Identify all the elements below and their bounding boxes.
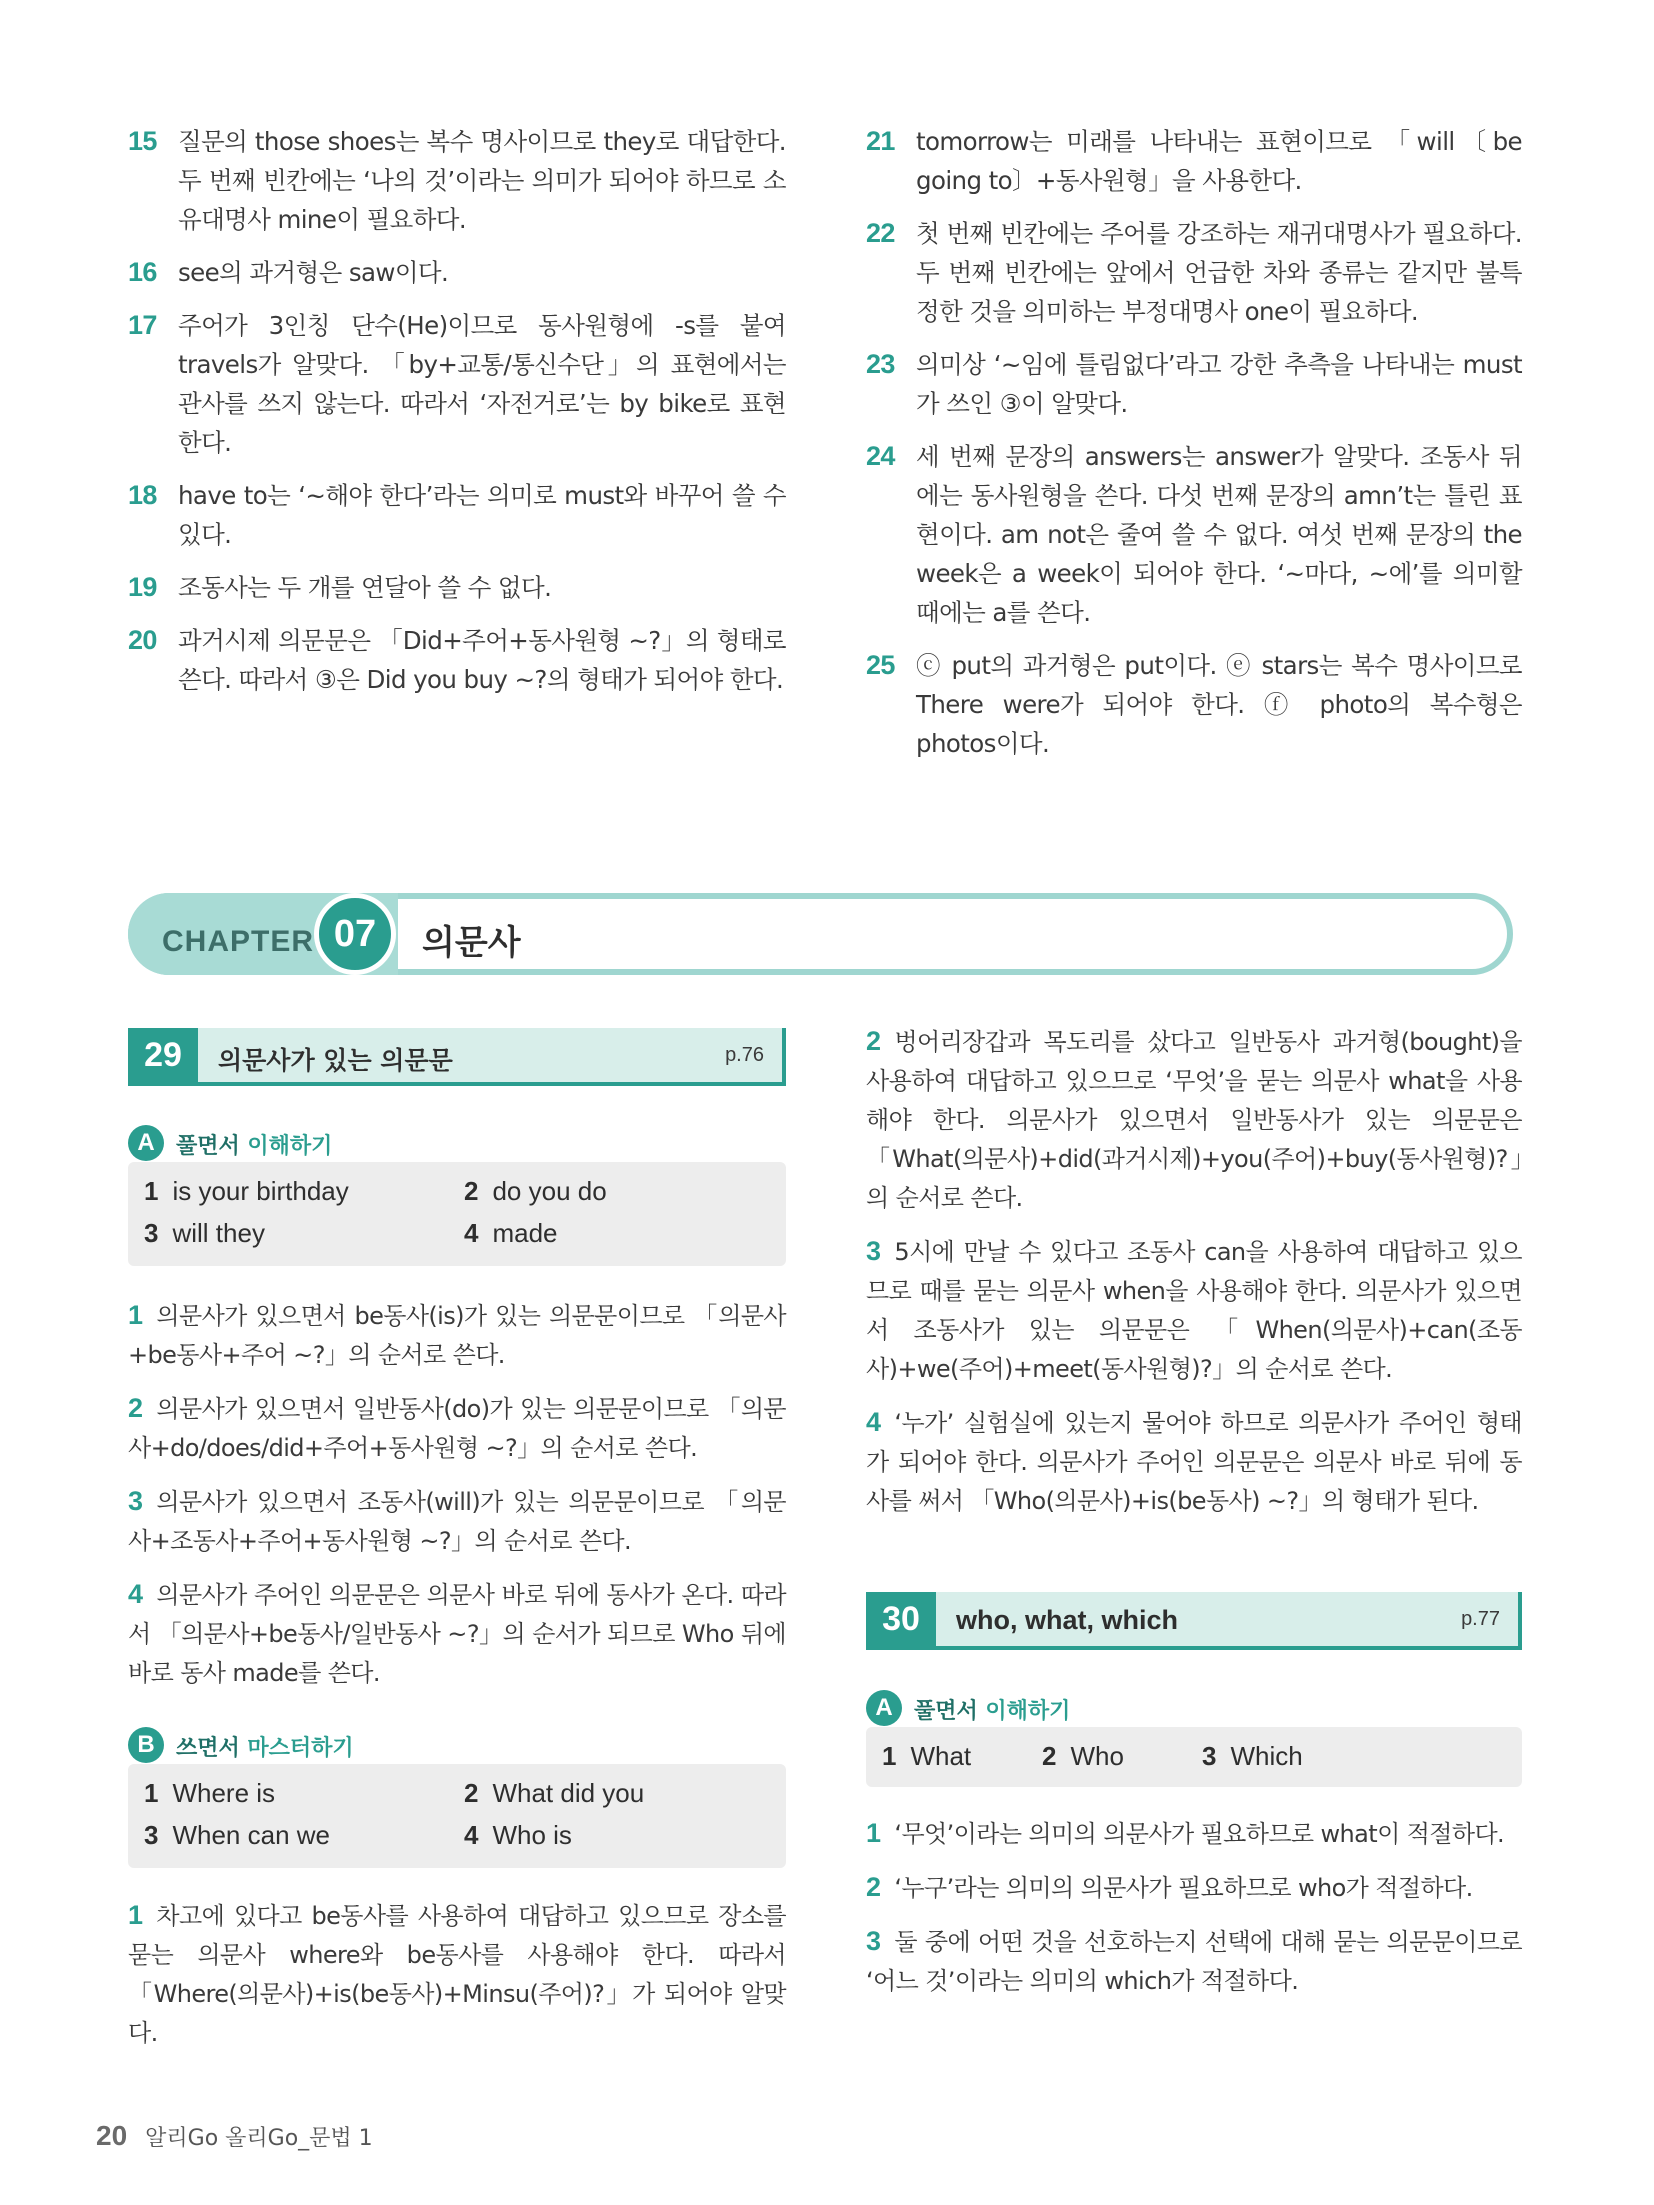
answer-text: made bbox=[492, 1218, 558, 1248]
item-number: 25 bbox=[866, 650, 895, 680]
answer-text: When can we bbox=[172, 1820, 330, 1850]
item-text: 의문사가 있으면서 be동사(is)가 있는 의문문이므로 「의문사+be동사+주어 ~?」의 순서로 쓴다. bbox=[128, 1302, 786, 1369]
item-text: 5시에 만날 수 있다고 조동사 can을 사용하여 대답하고 있으므로 때를 묻는 의문사 when을 사용해야 한다. 의문사가 있으면서 조동사가 있는 의문문은 「When(의문사)+can(조동사)+we(주어)+meet(동사원형)?」의 순서로 쓴다. bbox=[866, 1238, 1522, 1383]
item-text: ‘누구’라는 의미의 의문사가 필요하므로 who가 적절하다. bbox=[894, 1874, 1473, 1902]
answer-number: 2 bbox=[464, 1778, 479, 1808]
answer-item bbox=[144, 1176, 349, 1207]
item-text: 의미상 ‘~임에 틀림없다’라고 강한 추측을 나타내는 must가 쓰인 ③이 알맞다. bbox=[916, 350, 1522, 418]
answer-item bbox=[882, 1741, 971, 1772]
item-text: ‘무엇’이라는 의미의 의문사가 필요하므로 what이 적절하다. bbox=[894, 1820, 1505, 1848]
subsection-a-heading bbox=[866, 1690, 1266, 1726]
subsection-title bbox=[176, 1731, 354, 1762]
answer-item bbox=[144, 1778, 275, 1809]
subsection-title bbox=[914, 1694, 1070, 1725]
section-page-ref: p.76 bbox=[725, 1044, 764, 1066]
explanation-item bbox=[128, 621, 786, 699]
top-left-column bbox=[128, 122, 786, 713]
answer-item bbox=[464, 1820, 572, 1851]
answer-number: 4 bbox=[464, 1820, 479, 1850]
explanation-item bbox=[866, 345, 1522, 423]
answer-text: Which bbox=[1230, 1741, 1303, 1771]
chapter-title: 의문사 bbox=[422, 923, 521, 963]
chapter-banner bbox=[128, 893, 1513, 975]
item-number: 4 bbox=[128, 1579, 143, 1609]
item-number: 1 bbox=[128, 1900, 143, 1930]
answer-text: is your birthday bbox=[172, 1176, 349, 1206]
item-text: 차고에 있다고 be동사를 사용하여 대답하고 있으므로 장소를 묻는 의문사 where와 be동사를 사용해야 한다. 따라서 「Where(의문사)+is(be동사)+Minsu(주어)?」가 되어야 알맞다. bbox=[128, 1902, 786, 2047]
explanation-item bbox=[866, 1232, 1522, 1389]
explanation-item bbox=[128, 122, 786, 239]
item-number: 3 bbox=[866, 1926, 881, 1956]
item-number: 16 bbox=[128, 257, 157, 287]
explanation-item bbox=[866, 646, 1522, 763]
item-number: 1 bbox=[128, 1300, 143, 1330]
subsection-title bbox=[176, 1129, 332, 1160]
item-text: 세 번째 문장의 answers는 answer가 알맞다. 조동사 뒤에는 동사원형을 쓴다. 다섯 번째 문장의 amn’t는 틀린 표현이다. am not은 줄여 쓸 수 없다. 여섯 번째 문장의 the week은 a week이 되어야 한다. ‘~마다, ~에’를 의미할 때에는 a를 쓴다. bbox=[916, 442, 1522, 627]
item-number: 21 bbox=[866, 126, 895, 156]
explanation-item bbox=[866, 122, 1522, 200]
explanation-item bbox=[128, 1575, 786, 1693]
section-number: 29 bbox=[128, 1028, 198, 1082]
explanation-item bbox=[866, 1022, 1522, 1218]
explanation-item bbox=[128, 1389, 786, 1468]
answer-item bbox=[1042, 1741, 1124, 1772]
page-footer bbox=[96, 2120, 373, 2152]
explanation-item bbox=[866, 1814, 1522, 1854]
answer-number: 2 bbox=[1042, 1741, 1057, 1771]
item-text: 조동사는 두 개를 연달아 쓸 수 없다. bbox=[178, 573, 552, 602]
answer-text: Who bbox=[1070, 1741, 1124, 1771]
item-number: 2 bbox=[866, 1026, 881, 1056]
explanation-item bbox=[128, 253, 786, 292]
item-number: 22 bbox=[866, 218, 895, 248]
item-text: 둘 중에 어떤 것을 선호하는지 선택에 대해 묻는 의문문이므로 ‘어느 것’이라는 의미의 which가 적절하다. bbox=[866, 1928, 1522, 1995]
answer-text: Who is bbox=[492, 1820, 572, 1850]
answer-box-30 bbox=[866, 1727, 1522, 1787]
answer-text: do you do bbox=[492, 1176, 607, 1206]
item-text: 벙어리장갑과 목도리를 샀다고 일반동사 과거형(bought)을 사용하여 대답하고 있으므로 ‘무엇’을 묻는 의문사 what을 사용해야 한다. 의문사가 있으면서 일반동사가 있는 의문문은 「What(의문사)+did(과거시제)+you(주어)+buy(동사원형)?」의 순서로 쓴다. bbox=[866, 1028, 1522, 1212]
item-number: 4 bbox=[866, 1407, 881, 1437]
answer-number: 1 bbox=[882, 1741, 897, 1771]
section-30-header bbox=[866, 1592, 1522, 1650]
explanation-item bbox=[866, 214, 1522, 331]
item-number: 3 bbox=[128, 1486, 143, 1516]
item-text: 의문사가 주어인 의문문은 의문사 바로 뒤에 동사가 온다. 따라서 「의문사+be동사/일반동사 ~?」의 순서가 되므로 Who 뒤에 바로 동사 made를 쓴다. bbox=[128, 1581, 786, 1687]
answer-number: 2 bbox=[464, 1176, 479, 1206]
section-29-b-explanations bbox=[128, 1896, 786, 2067]
answer-item bbox=[464, 1778, 644, 1809]
item-number: 3 bbox=[866, 1236, 881, 1266]
item-text: have to는 ‘~해야 한다’라는 의미로 must와 바꾸어 쓸 수 있다. bbox=[178, 481, 786, 549]
subsection-a-heading bbox=[128, 1125, 528, 1161]
answer-item bbox=[1202, 1741, 1303, 1772]
answer-text: What did you bbox=[492, 1778, 645, 1808]
explanation-item bbox=[866, 1922, 1522, 2001]
item-number: 24 bbox=[866, 441, 895, 471]
explanation-item bbox=[128, 476, 786, 554]
item-text: ‘누가’ 실험실에 있는지 물어야 하므로 의문사가 주어인 형태가 되어야 한다. 의문사가 주어인 의문문은 의문사 바로 뒤에 동사를 써서 「Who(의문사)+is(be동사) ~?」의 형태가 된다. bbox=[866, 1409, 1522, 1515]
explanation-item bbox=[866, 1403, 1522, 1521]
answer-number: 4 bbox=[464, 1218, 479, 1248]
answer-item bbox=[464, 1176, 607, 1207]
subsection-title-strong: 풀면서 bbox=[914, 1699, 978, 1724]
subsection-title-strong: 풀면서 bbox=[176, 1134, 240, 1159]
chapter-label: CHAPTER bbox=[162, 925, 315, 958]
page-number: 20 bbox=[96, 2120, 128, 2151]
item-text: 질문의 those shoes는 복수 명사이므로 they로 대답한다. 두 번째 빈칸에는 ‘나의 것’이라는 의미가 되어야 하므로 소유대명사 mine이 필요하다. bbox=[178, 127, 786, 234]
answer-item bbox=[464, 1218, 558, 1249]
explanation-item bbox=[128, 1482, 786, 1561]
explanation-item bbox=[128, 568, 786, 607]
right-mid-column bbox=[866, 1022, 1522, 1535]
item-number: 20 bbox=[128, 625, 157, 655]
section-number: 30 bbox=[866, 1592, 936, 1646]
item-text: 의문사가 있으면서 일반동사(do)가 있는 의문문이므로 「의문사+do/does/did+주어+동사원형 ~?」의 순서로 쓴다. bbox=[128, 1395, 786, 1462]
item-number: 17 bbox=[128, 310, 157, 340]
item-number: 19 bbox=[128, 572, 157, 602]
item-text: 과거시제 의문문은 「Did+주어+동사원형 ~?」의 형태로 쓴다. 따라서 ③은 Did you buy ~?의 형태가 되어야 한다. bbox=[178, 626, 786, 694]
answer-text: Where is bbox=[172, 1778, 276, 1808]
section-29-explanations bbox=[128, 1296, 786, 1707]
item-number: 1 bbox=[866, 1818, 881, 1848]
item-number: 18 bbox=[128, 480, 157, 510]
item-text: 첫 번째 빈칸에는 주어를 강조하는 재귀대명사가 필요하다. 두 번째 빈칸에는 앞에서 언급한 차와 종류는 같지만 불특정한 것을 의미하는 부정대명사 one이 필요하다. bbox=[916, 219, 1522, 326]
subsection-badge: B bbox=[128, 1727, 164, 1763]
section-29-header bbox=[128, 1028, 786, 1086]
subsection-b-heading bbox=[128, 1727, 528, 1763]
answer-text: What bbox=[910, 1741, 972, 1771]
item-text: see의 과거형은 saw이다. bbox=[178, 258, 449, 287]
answer-number: 3 bbox=[144, 1820, 159, 1850]
item-text: 주어가 3인칭 단수(He)이므로 동사원형에 -s를 붙여 travels가 알맞다. 「by+교통/통신수단」의 표현에서는 관사를 쓰지 않는다. 따라서 ‘자전거로’는 by bike로 표현한다. bbox=[178, 311, 786, 457]
item-text: ⓒ put의 과거형은 put이다. ⓔ stars는 복수 명사이므로 There were가 되어야 한다. ⓕ photo의 복수형은 photos이다. bbox=[916, 651, 1522, 758]
explanation-item bbox=[128, 306, 786, 462]
subsection-title-rest: 마스터하기 bbox=[239, 1736, 354, 1761]
section-title: who, what, which bbox=[956, 1605, 1178, 1635]
answer-number: 3 bbox=[1202, 1741, 1217, 1771]
explanation-item bbox=[866, 1868, 1522, 1908]
item-number: 15 bbox=[128, 126, 157, 156]
section-title: 의문사가 있는 의문문 bbox=[218, 1046, 453, 1075]
subsection-title-strong: 쓰면서 bbox=[176, 1736, 240, 1761]
section-page-ref: p.77 bbox=[1461, 1608, 1500, 1630]
answer-box-a bbox=[128, 1162, 786, 1266]
explanation-item bbox=[128, 1296, 786, 1375]
answer-number: 1 bbox=[144, 1778, 159, 1808]
subsection-title-rest: 이해하기 bbox=[977, 1699, 1071, 1724]
answer-item bbox=[144, 1218, 265, 1249]
subsection-badge: A bbox=[866, 1690, 902, 1726]
book-title: 알리Go 올리Go_문법 1 bbox=[145, 2126, 373, 2151]
subsection-badge: A bbox=[128, 1125, 164, 1161]
item-number: 2 bbox=[128, 1393, 143, 1423]
answer-box-b bbox=[128, 1764, 786, 1868]
item-number: 2 bbox=[866, 1872, 881, 1902]
answer-number: 1 bbox=[144, 1176, 159, 1206]
explanation-item bbox=[866, 437, 1522, 632]
item-text: tomorrow는 미래를 나타내는 표현이므로 「will〔be going to〕+동사원형」을 사용한다. bbox=[916, 127, 1522, 195]
answer-number: 3 bbox=[144, 1218, 159, 1248]
top-right-column bbox=[866, 122, 1522, 777]
item-text: 의문사가 있으면서 조동사(will)가 있는 의문문이므로 「의문사+조동사+주어+동사원형 ~?」의 순서로 쓴다. bbox=[128, 1488, 786, 1555]
explanation-item bbox=[128, 1896, 786, 2053]
chapter-number: 07 bbox=[314, 893, 396, 975]
item-number: 23 bbox=[866, 349, 895, 379]
answer-text: will they bbox=[172, 1218, 265, 1248]
subsection-title-rest: 이해하기 bbox=[239, 1134, 333, 1159]
section-30-explanations bbox=[866, 1814, 1522, 2015]
answer-item bbox=[144, 1820, 330, 1851]
